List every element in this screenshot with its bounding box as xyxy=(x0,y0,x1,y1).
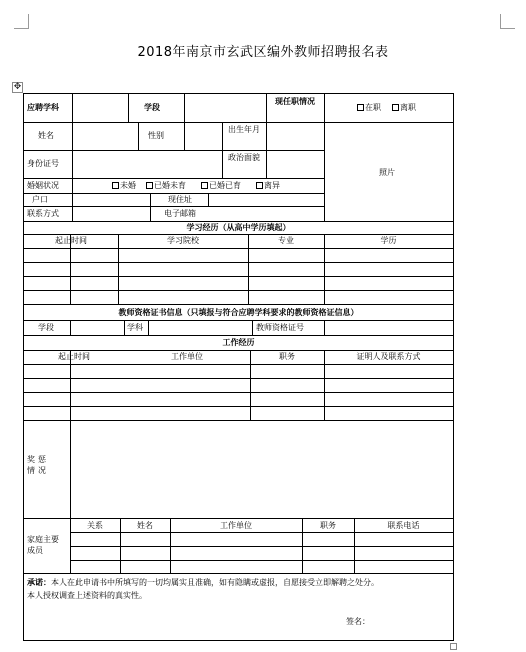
row-line xyxy=(70,560,453,561)
family-header-employer: 工作单位 xyxy=(220,521,252,530)
form-title: 2018年南京市玄武区编外教师招聘报名表 xyxy=(137,45,389,60)
row-line xyxy=(24,150,324,151)
work-section-title: 工作经历 xyxy=(222,338,255,347)
row-line xyxy=(24,206,324,207)
signature-label: 签名： xyxy=(346,617,370,626)
row-line xyxy=(24,364,453,365)
education-header-school: 学习院校 xyxy=(167,236,199,245)
contact-label: 联系方式 xyxy=(27,209,59,218)
checkbox-icon[interactable] xyxy=(201,182,208,189)
birth-label: 出生年月 xyxy=(228,125,260,134)
col-line xyxy=(70,320,71,335)
col-line xyxy=(252,320,253,335)
hukou-label: 户口 xyxy=(32,195,48,204)
row-line xyxy=(24,234,453,235)
col-line xyxy=(72,178,73,193)
table-resize-handle-icon[interactable] xyxy=(450,643,457,650)
education-header-major: 专业 xyxy=(278,236,294,245)
political-status-label: 政治面貌 xyxy=(228,153,260,162)
page-corner-mark-top-right xyxy=(500,14,515,29)
family-label: 家庭主要成员 xyxy=(27,535,59,555)
certificate-stage-label: 学段 xyxy=(38,323,54,332)
id-number-label: 身份证号 xyxy=(27,159,59,168)
pledge-text: 本人在此申请书中所填写的一切均属实且准确，如有隐瞒或虚报，自愿接受立即解聘之处分。 xyxy=(51,578,379,587)
col-line xyxy=(148,320,149,335)
col-line xyxy=(324,94,325,122)
col-line xyxy=(266,94,267,122)
col-line xyxy=(266,122,267,150)
work-header-position: 职务 xyxy=(279,352,295,361)
col-line xyxy=(324,122,325,221)
pledge-line-1 xyxy=(27,578,379,588)
certificate-section-title: 教师资格证书信息（只填报与符合应聘学科要求的教师资格证信息） xyxy=(118,308,359,317)
education-header-degree: 学历 xyxy=(380,236,397,245)
row-line xyxy=(24,320,453,321)
checkbox-icon[interactable] xyxy=(357,104,364,111)
checkbox-icon[interactable] xyxy=(112,182,119,189)
pledge-title: 承诺： xyxy=(27,578,51,587)
row-line xyxy=(24,304,453,305)
col-line xyxy=(70,420,71,518)
col-line xyxy=(324,320,325,335)
checkbox-icon[interactable] xyxy=(256,182,263,189)
residence-label: 现住址 xyxy=(168,195,192,204)
row-line xyxy=(24,420,453,421)
col-line xyxy=(208,193,209,206)
col-line xyxy=(222,122,223,150)
row-line xyxy=(24,276,453,277)
family-header-name: 姓名 xyxy=(137,521,153,530)
family-header-phone: 联系电话 xyxy=(387,521,420,530)
col-line xyxy=(138,122,139,150)
email-label: 电子邮箱 xyxy=(164,209,196,218)
col-line xyxy=(184,122,185,150)
name-label: 姓名 xyxy=(38,131,54,140)
page-corner-mark-top-left xyxy=(14,14,29,29)
certificate-subject-label: 学科 xyxy=(127,323,143,332)
registration-form-table xyxy=(23,93,454,641)
work-header-reference: 证明人及联系方式 xyxy=(356,352,421,361)
family-header-relation: 关系 xyxy=(87,521,103,530)
row-line xyxy=(24,518,453,519)
checkbox-icon[interactable] xyxy=(146,182,153,189)
row-line xyxy=(24,290,453,291)
photo-label: 照片 xyxy=(379,168,395,177)
subject-label: 应聘学科 xyxy=(27,103,59,112)
certificate-number-label: 教师资格证号 xyxy=(256,323,304,332)
family-header-position: 职务 xyxy=(320,521,336,530)
row-line xyxy=(24,193,324,194)
checkbox-icon[interactable] xyxy=(392,104,399,111)
work-header-period: 起止时间 xyxy=(58,352,90,361)
col-line xyxy=(266,150,267,178)
row-line xyxy=(24,378,453,379)
row-line xyxy=(24,392,453,393)
status-option-employed[interactable]: 在职 xyxy=(357,103,381,113)
row-line xyxy=(24,262,453,263)
gender-label: 性别 xyxy=(148,131,164,140)
awards-label: 奖惩情况 xyxy=(27,455,49,475)
pledge-line-2: 本人授权调查上述资料的真实性。 xyxy=(27,591,147,600)
stage-label: 学段 xyxy=(144,103,160,112)
marital-option-married-no-child[interactable]: 已婚未育 xyxy=(146,181,186,191)
col-line xyxy=(150,193,151,221)
current-status-label: 现任职情况 xyxy=(275,97,315,106)
education-header-period: 起止时间 xyxy=(55,236,87,245)
col-line xyxy=(128,94,129,122)
row-line xyxy=(24,122,453,123)
row-line xyxy=(24,350,453,351)
col-line xyxy=(72,193,73,221)
row-line xyxy=(24,178,324,179)
row-line xyxy=(70,546,453,547)
row-line xyxy=(24,221,453,222)
col-line xyxy=(222,150,223,178)
row-line xyxy=(24,248,453,249)
row-line xyxy=(24,573,453,574)
status-option-resigned[interactable]: 离职 xyxy=(392,103,416,113)
table-move-handle-icon[interactable]: ✥ xyxy=(13,82,22,92)
education-section-title: 学习经历（从高中学历填起） xyxy=(186,223,291,232)
col-line xyxy=(124,320,125,335)
col-line xyxy=(72,122,73,150)
marital-option-married-with-child[interactable]: 已婚已育 xyxy=(201,181,241,191)
marital-status-label: 婚姻状况 xyxy=(27,181,59,190)
work-header-employer: 工作单位 xyxy=(171,352,203,361)
col-line xyxy=(72,150,73,178)
col-line xyxy=(184,94,185,122)
row-line xyxy=(70,532,453,533)
row-line xyxy=(24,335,453,336)
marital-option-unmarried[interactable]: 未婚 xyxy=(112,181,136,191)
col-line xyxy=(72,94,73,122)
row-line xyxy=(24,406,453,407)
marital-option-divorced[interactable]: 离异 xyxy=(256,181,280,191)
